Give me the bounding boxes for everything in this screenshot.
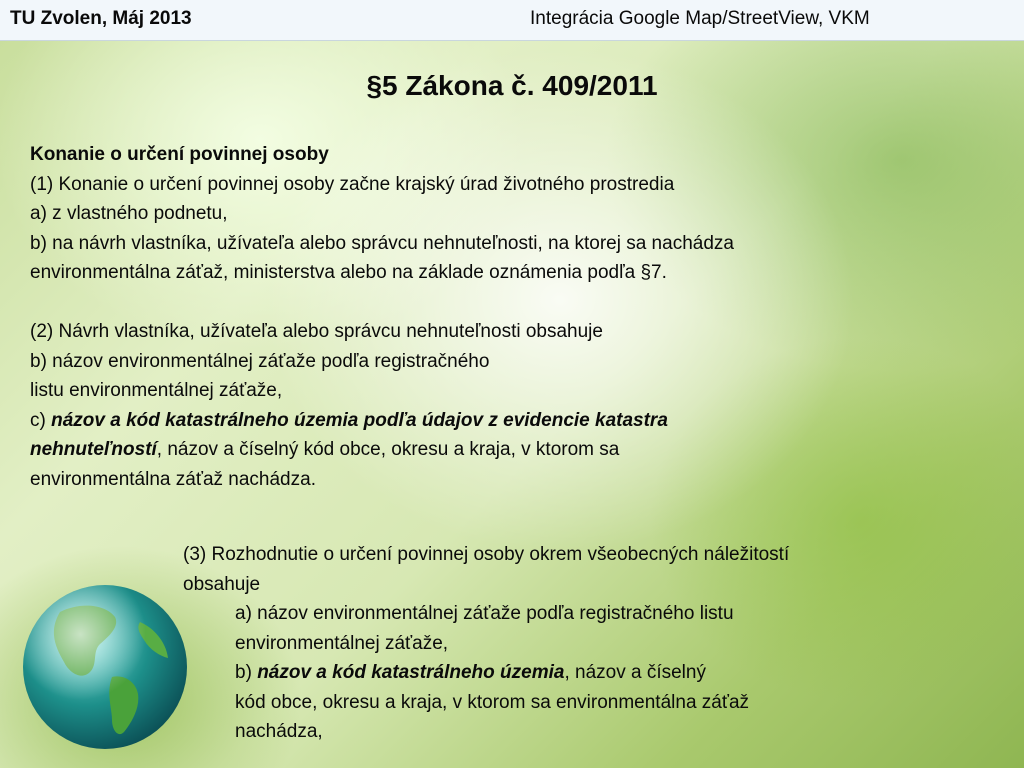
section3-b-bold: názov a kód katastrálneho územia bbox=[257, 662, 565, 683]
earth-globe-icon bbox=[20, 582, 190, 752]
section3-line1: (3) Rozhodnutie o určení povinnej osoby okrem všeobecných náležitostí bbox=[183, 544, 790, 565]
section3-line2: obsahuje bbox=[183, 573, 261, 595]
section1-line2: a) z vlastného podnetu, bbox=[30, 203, 228, 224]
section1-heading: Konanie o určení povinnej osoby bbox=[30, 144, 329, 165]
section3 bbox=[183, 540, 1013, 747]
slide-header bbox=[0, 0, 1024, 41]
slide-title: §5 Zákona č. 409/2011 bbox=[366, 70, 658, 101]
section3-b1 bbox=[183, 658, 1013, 688]
section3-b2: kód obce, okresu a kraja, v ktorom sa environmentálna záťaž bbox=[235, 691, 750, 713]
header-right-text: Integrácia Google Map/StreetView, VKM bbox=[530, 8, 870, 29]
section2-line4 bbox=[30, 406, 1010, 436]
section3-b3: nachádza, bbox=[235, 721, 323, 742]
section3-a2: environmentálnej záťaže, bbox=[235, 632, 449, 654]
section2-line6: environmentálna záťaž nachádza. bbox=[30, 468, 316, 490]
section1-line1: (1) Konanie o určení povinnej osoby začne krajský úrad životného prostredia bbox=[30, 173, 675, 195]
section2-c-prefix: c) bbox=[30, 409, 52, 431]
section3-b-rest: , názov a číselný bbox=[564, 662, 706, 683]
section3-a1: a) názov environmentálnej záťaže podľa registračného listu bbox=[235, 603, 734, 624]
section2-line2: b) názov environmentálnej záťaže podľa registračného bbox=[30, 350, 490, 372]
section2-c-bold2: nehnuteľností bbox=[30, 439, 157, 460]
section2-line5 bbox=[30, 435, 1010, 465]
section2-line1: (2) Návrh vlastníka, užívateľa alebo správcu nehnuteľnosti obsahuje bbox=[30, 321, 603, 342]
header-left-text: TU Zvolen, Máj 2013 bbox=[10, 8, 192, 29]
section2-c-rest: , názov a číselný kód obce, okresu a kraja, v ktorom sa bbox=[156, 439, 620, 460]
section1-line4: environmentálna záťaž, ministerstva alebo na základe oznámenia podľa §7. bbox=[30, 262, 667, 283]
section2-line3: listu environmentálnej záťaže, bbox=[30, 380, 283, 401]
slide-body bbox=[30, 140, 1010, 494]
section2-c-bold: názov a kód katastrálneho územia podľa údajov z evidencie katastra bbox=[51, 409, 668, 431]
section1-line3: b) na návrh vlastníka, užívateľa alebo správcu nehnuteľnosti, na ktorej sa nachádza bbox=[30, 232, 734, 254]
section3-b-prefix: b) bbox=[235, 662, 258, 683]
